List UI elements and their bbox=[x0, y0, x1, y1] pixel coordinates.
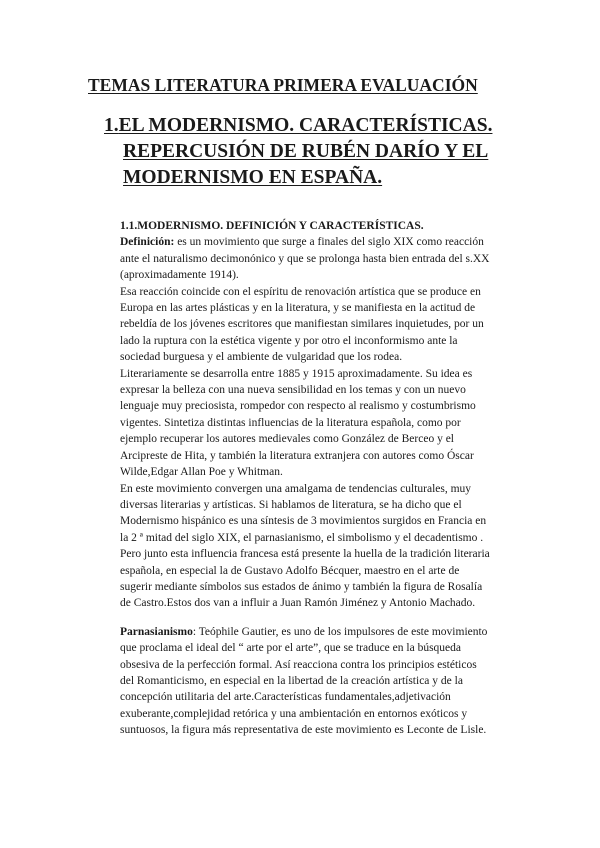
text-line bbox=[120, 234, 520, 250]
text-line: (aproximadamente 1914). bbox=[120, 269, 239, 282]
text-line: de Castro.Estos dos van a influir a Juan Ramón Jiménez y Antonio Machado. bbox=[120, 597, 476, 610]
section-title-text-3: MODERNISMO EN ESPAÑA. bbox=[123, 167, 383, 188]
text-line: ante el naturalismo decimonónico y que se prolonga hasta bien entrada del s.XX bbox=[120, 252, 490, 265]
text-line: expresar la belleza con una nueva sensibilidad en los temas y con un nuevo bbox=[120, 384, 466, 397]
text-line: que proclama el ideal del “ arte por el arte”, que se traduce en la búsqueda bbox=[120, 642, 461, 655]
text-line: ejemplo recuperar los autores medievales como González de Berceo y el bbox=[120, 433, 454, 446]
paragraph-gap bbox=[120, 612, 520, 624]
parnasianismo-text: : Teóphile Gautier, es uno de los impulsores de este movimiento bbox=[192, 625, 488, 638]
definition-label: Definición: bbox=[120, 236, 175, 249]
document-title: TEMAS LITERATURA PRIMERA EVALUACIÓN bbox=[88, 75, 478, 95]
text-line: Esa reacción coincide con el espíritu de renovación artística que se produce en bbox=[120, 285, 481, 298]
text-line: sugerir mediante símbolos sus estados de ánimo y también la figura de Rosalía bbox=[120, 580, 483, 593]
section-title-line-2 bbox=[104, 139, 504, 165]
text-line: Pero junto esta influencia francesa está presente la huella de la tradición literaria bbox=[120, 548, 490, 561]
text-line: vigentes. Sintetiza distintas influencias de la literatura española, como por bbox=[120, 416, 461, 429]
text-line: Arcipreste de Hita, y también la literatura extranjera con autores como Óscar bbox=[120, 449, 474, 462]
text-line: Modernismo hispánico es una síntesis de 3 movimientos surgidos en Francia en bbox=[120, 515, 487, 528]
text-line: del Romanticismo, en especial en la libertad de la creación artística y de la bbox=[120, 674, 463, 687]
section-number: 1. bbox=[104, 115, 119, 136]
paragraph-reaction bbox=[120, 284, 520, 366]
section-title-text-1: EL MODERNISMO. CARACTERÍSTICAS. bbox=[118, 115, 493, 136]
text-line: sociedad burguesa y el ambiente de vulgaridad que los rodea. bbox=[120, 351, 403, 364]
text-line: exuberante,complejidad retórica y una ambientación en entornos exóticos y bbox=[120, 707, 468, 720]
text-line: lado la ruptura con la estética vigente y por otro el inconformismo ante la bbox=[120, 334, 458, 347]
section-title-text-2: REPERCUSIÓN DE RUBÉN DARÍO Y EL bbox=[123, 141, 489, 162]
definition-paragraph bbox=[120, 234, 520, 283]
text-line: Literariamente se desarrolla entre 1885 y 1915 aproximadamente. Su idea es bbox=[120, 367, 473, 380]
document-body bbox=[120, 218, 520, 739]
paragraph-literary bbox=[120, 366, 520, 481]
subsection-heading: 1.1.MODERNISMO. DEFINICIÓN Y CARACTERÍSTICAS. bbox=[120, 220, 424, 232]
definition-text: es un movimiento que surge a finales del siglo XIX como reacción bbox=[174, 236, 484, 249]
paragraph-parnasianismo bbox=[120, 624, 520, 739]
text-line bbox=[120, 624, 520, 640]
section-title-line-1 bbox=[104, 113, 504, 139]
text-line: Wilde,Edgar Allan Poe y Whitman. bbox=[120, 466, 283, 479]
text-line: obsesiva de la perfección formal. Así reacciona contra los principios estéticos bbox=[120, 658, 477, 671]
text-line: suntuosos, la figura más representativa de este movimiento es Leconte de Lisle. bbox=[120, 724, 487, 737]
text-line: española, en especial la de Gustavo Adolfo Bécquer, maestro en el arte de bbox=[120, 564, 460, 577]
text-line: diversas literarias y artísticas. Si hablamos de literatura, se ha dicho que el bbox=[120, 498, 462, 511]
parnasianismo-label: Parnasianismo bbox=[120, 625, 193, 638]
text-line: Europa en las artes plásticas y en la literatura, y se manifiesta en la actitud de bbox=[120, 302, 476, 315]
section-title-line-3 bbox=[104, 165, 504, 191]
text-line: lenguaje muy preciosista, rompedor con respecto al realismo y costumbrismo bbox=[120, 400, 476, 413]
text-line: rebeldía de los jóvenes escritores que manifiestan similares inquietudes, por un bbox=[120, 318, 484, 331]
text-line: En este movimiento convergen una amalgama de tendencias culturales, muy bbox=[120, 482, 472, 495]
text-line: concepción utilitaria del arte.Características fundamentales,adjetivación bbox=[120, 691, 451, 704]
text-line: la 2 ª mitad del siglo XIX, el parnasianismo, el simbolismo y el decadentismo . bbox=[120, 531, 484, 544]
section-title bbox=[104, 113, 504, 191]
paragraph-influences bbox=[120, 481, 520, 612]
